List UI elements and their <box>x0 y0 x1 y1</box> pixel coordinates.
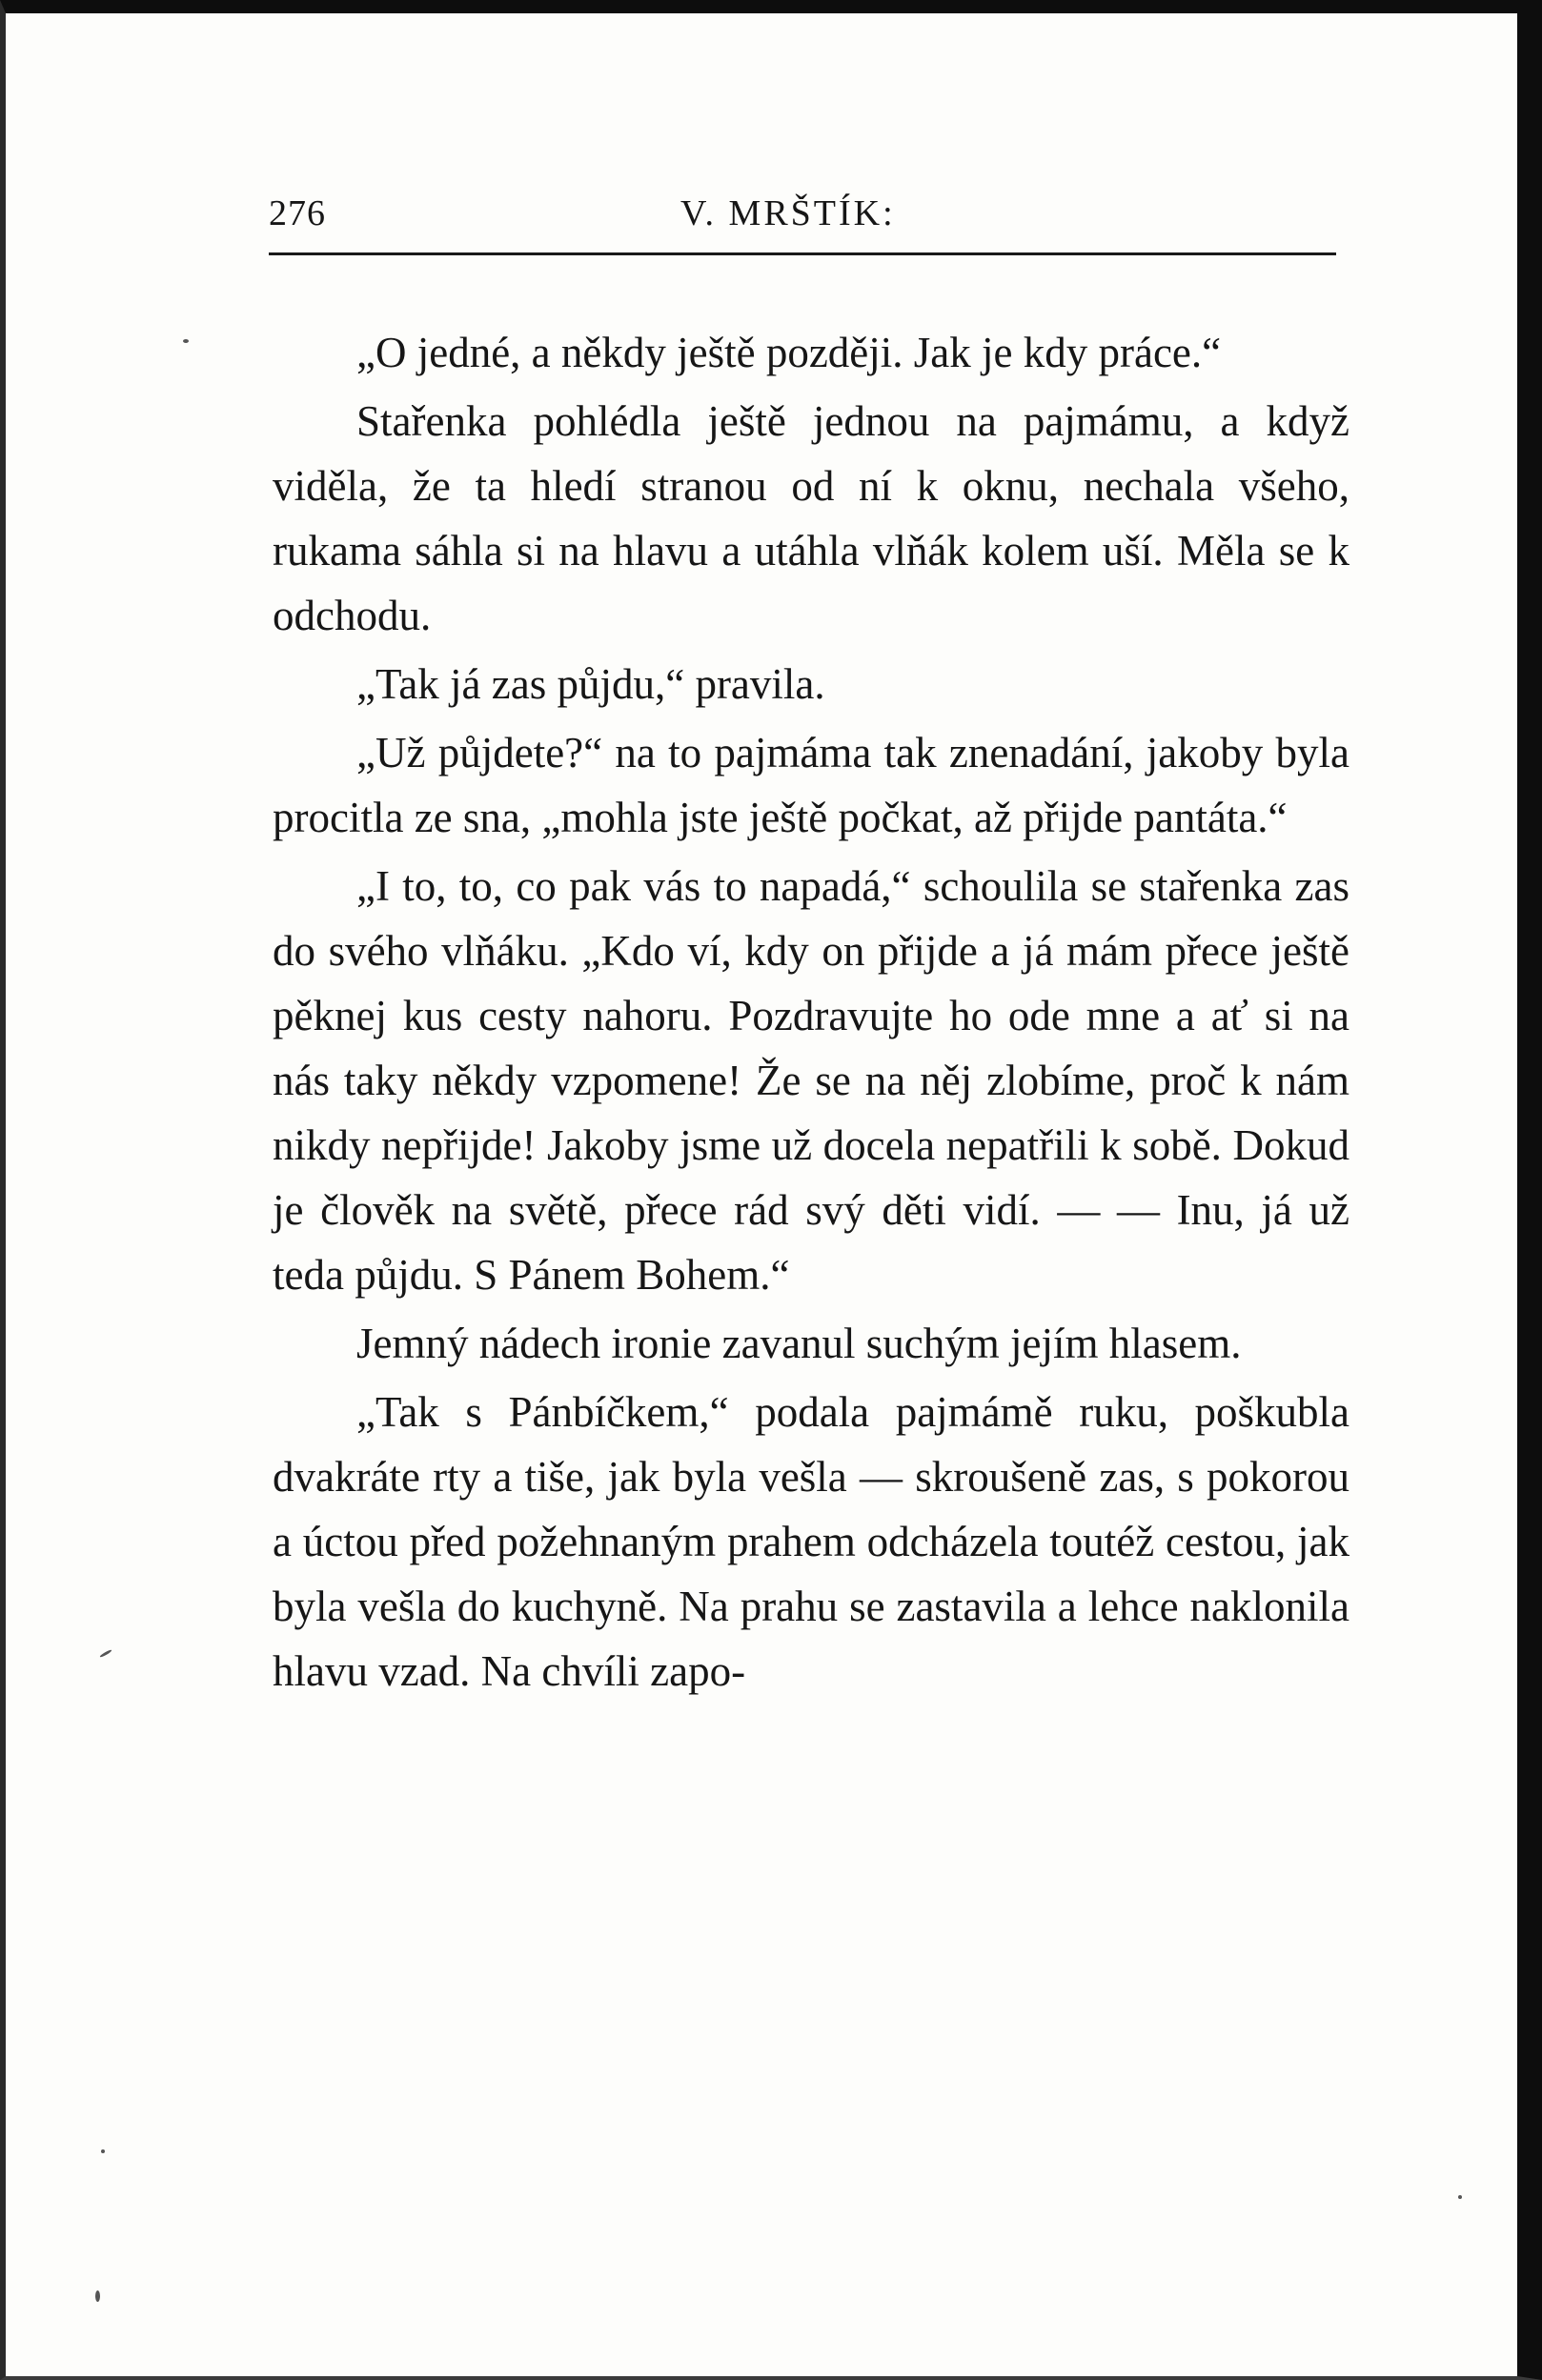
print-speck <box>183 339 189 343</box>
paragraph: „O jedné, a někdy ještě později. Jak je kdy práce.“ <box>356 329 1222 376</box>
header-rule <box>269 252 1336 255</box>
page-number: 276 <box>269 193 326 233</box>
text-body <box>273 320 1349 1704</box>
print-speck <box>99 1649 112 1659</box>
paragraph: „Tak s Pánbíčkem,“ podala pajmámě ruku, poškubla dvakráte rty a tiše, jak byla vešla — skroušeně zas, s pokorou a úctou před požehnaným prahem odcházela toutéž cestou, jak byla vešla do kuchyně. Na prahu se zastavila a lehce naklonila hlavu vzad. Na chvíli zapo- <box>273 1388 1349 1695</box>
paragraph: „I to, to, co pak vás to napadá,“ schoulila se stařenka zas do svého vlňáku. „Kdo ví, kdy on přijde a já mám přece ještě pěknej kus cesty nahoru. Pozdravujte ho ode mne a ať si na nás taky někdy vzpomene! Že se na něj zlobíme, proč k nám nikdy nepřijde! Jakoby jsme už docela nepatřili k sobě. Dokud je člověk na světě, přece rád svý děti vidí. — — Inu, já už teda půjdu. S Pánem Bohem.“ <box>273 862 1349 1299</box>
paragraph: Jemný nádech ironie zavanul suchým jejím hlasem. <box>356 1320 1242 1367</box>
paragraph: Stařenka pohlédla ještě jednou na pajmámu, a když viděla, že ta hledí stranou od ní k oknu, nechala všeho, rukama sáhla si na hlavu a utáhla vlňák kolem uší. Měla se k odchodu. <box>273 397 1349 639</box>
paragraph: „Už půjdete?“ na to pajmáma tak znenadání, jakoby byla procitla ze sna, „mohla jste ještě počkat, až přijde pantáta.“ <box>273 729 1349 841</box>
paragraph: „Tak já zas půjdu,“ pravila. <box>356 660 825 708</box>
running-head <box>269 192 1336 246</box>
author-heading: V. MRŠTÍK: <box>680 193 896 233</box>
print-speck <box>1458 2195 1462 2199</box>
print-speck <box>95 2290 100 2302</box>
print-speck <box>101 2149 105 2153</box>
